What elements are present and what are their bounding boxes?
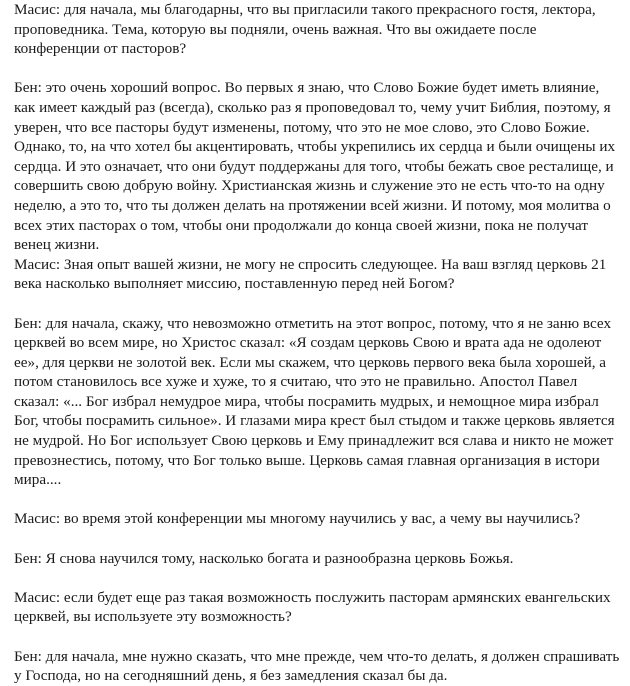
text-line: мира.... xyxy=(14,471,62,489)
paragraph-gap xyxy=(14,627,630,647)
text-line: неделю, а это то, что ты должен делать на протяжении всей жизни. И потому, моя молитва о xyxy=(14,196,611,214)
paragraph-gap xyxy=(14,529,630,549)
text-line: Бен: это очень хороший вопрос. Во первых я знаю, что Слово Божие будет иметь влияние, xyxy=(14,79,600,97)
paragraph-gap xyxy=(14,490,630,510)
text-line: конференции от пасторов? xyxy=(14,40,187,58)
paragraph-answer-expectations xyxy=(14,78,630,294)
text-line: Масис: если будет еще раз такая возможность послужить пасторам армянских евангельских xyxy=(14,588,611,606)
text-line: ее», для церкви не золотой век. Если мы скажем, что церковь первого века была хорошей, а xyxy=(14,353,607,371)
text-line: всех этих пасторах о том, чтобы они продолжали до конца своей жизни, пока не получат xyxy=(14,216,589,234)
text-line: Бен: для начала, скажу, что невозможно отметить на этот вопрос, потому, что я не заню всех xyxy=(14,314,612,332)
text-line: Бен: для начала, мне нужно сказать, что мне прежде, чем что-то делать, я должен спрашивать xyxy=(14,647,620,665)
text-line: как имеет каждый раз (всегда), сколько раз я проповедовал то, чему учит Библия, поэтому, я xyxy=(14,98,611,116)
text-line: проповедника. Тема, которую вы подняли, очень важная. Что вы ожидаете после xyxy=(14,20,537,38)
text-line: Бог, чтобы посрамить сильное». И глазами мира крест был стыдом и также церковь является xyxy=(14,412,615,430)
paragraph-gap xyxy=(14,568,630,588)
text-line: совершить свою добрую войну. Христианская жизнь и служение это не есть что-то на одну xyxy=(14,177,605,195)
text-line: века насколько выполняет миссию, поставленную перед ней Богом? xyxy=(14,275,455,293)
paragraph-answer-church xyxy=(14,314,630,490)
text-line: сказал: «... Бог избрал немудрое мира, чтобы посрамить мудрых, и немощное мира избрал xyxy=(14,392,599,410)
paragraph-gap xyxy=(14,59,630,79)
text-line: венец жизни. xyxy=(14,236,100,254)
text-line: Масис: во время этой конференции мы многому научились у вас, а чему вы научились? xyxy=(14,510,581,528)
text-line: у Господа, но на сегодняшний день, я без замедления сказал бы да. xyxy=(14,667,448,685)
text-line: потом становилось все хуже и хуже, то я считаю, что это не правильно. Апостол Павел xyxy=(14,373,578,391)
text-line: Масис: Зная опыт вашей жизни, не могу не спросить следующее. На ваш взгляд церковь 21 xyxy=(14,255,607,273)
text-line: Масис: для начала, мы благодарны, что вы пригласили такого прекрасного гостя, лектора, xyxy=(14,1,596,18)
paragraph-gap xyxy=(14,294,630,314)
text-line: превознестись, потому, что Бог только выше. Церковь самая главная организация в истори xyxy=(14,451,600,469)
text-line: не мудрой. Но Бог использует Свою церковь и Ему принадлежит вся слава и никто не может xyxy=(14,432,614,450)
text-line: Бен: Я снова научился тому, насколько богата и разнообразна церковь Божья. xyxy=(14,549,514,567)
paragraph-answer-learned xyxy=(14,549,630,569)
text-line: Однако, то, на что хотел бы акцентировать, чтобы укрепились их сердца и были очищены их xyxy=(14,138,616,156)
paragraph-question-expectations xyxy=(14,0,630,59)
text-line: церквей во всем мире, но Христос сказал: «Я создам церковь Свою и врата ада не одолеют xyxy=(14,334,602,352)
paragraph-answer-opportunity xyxy=(14,647,630,686)
paragraph-question-opportunity xyxy=(14,588,630,627)
text-line: церквей, вы используете эту возможность? xyxy=(14,608,292,626)
text-line: уверен, что все пасторы будут изменены, потому, что это не мое слово, это Слово Божие. xyxy=(14,118,590,136)
text-line: сердца. И это означает, что они будут поддержаны для того, чтобы бежать свое ресталище, и xyxy=(14,157,614,175)
paragraph-question-learned xyxy=(14,509,630,529)
